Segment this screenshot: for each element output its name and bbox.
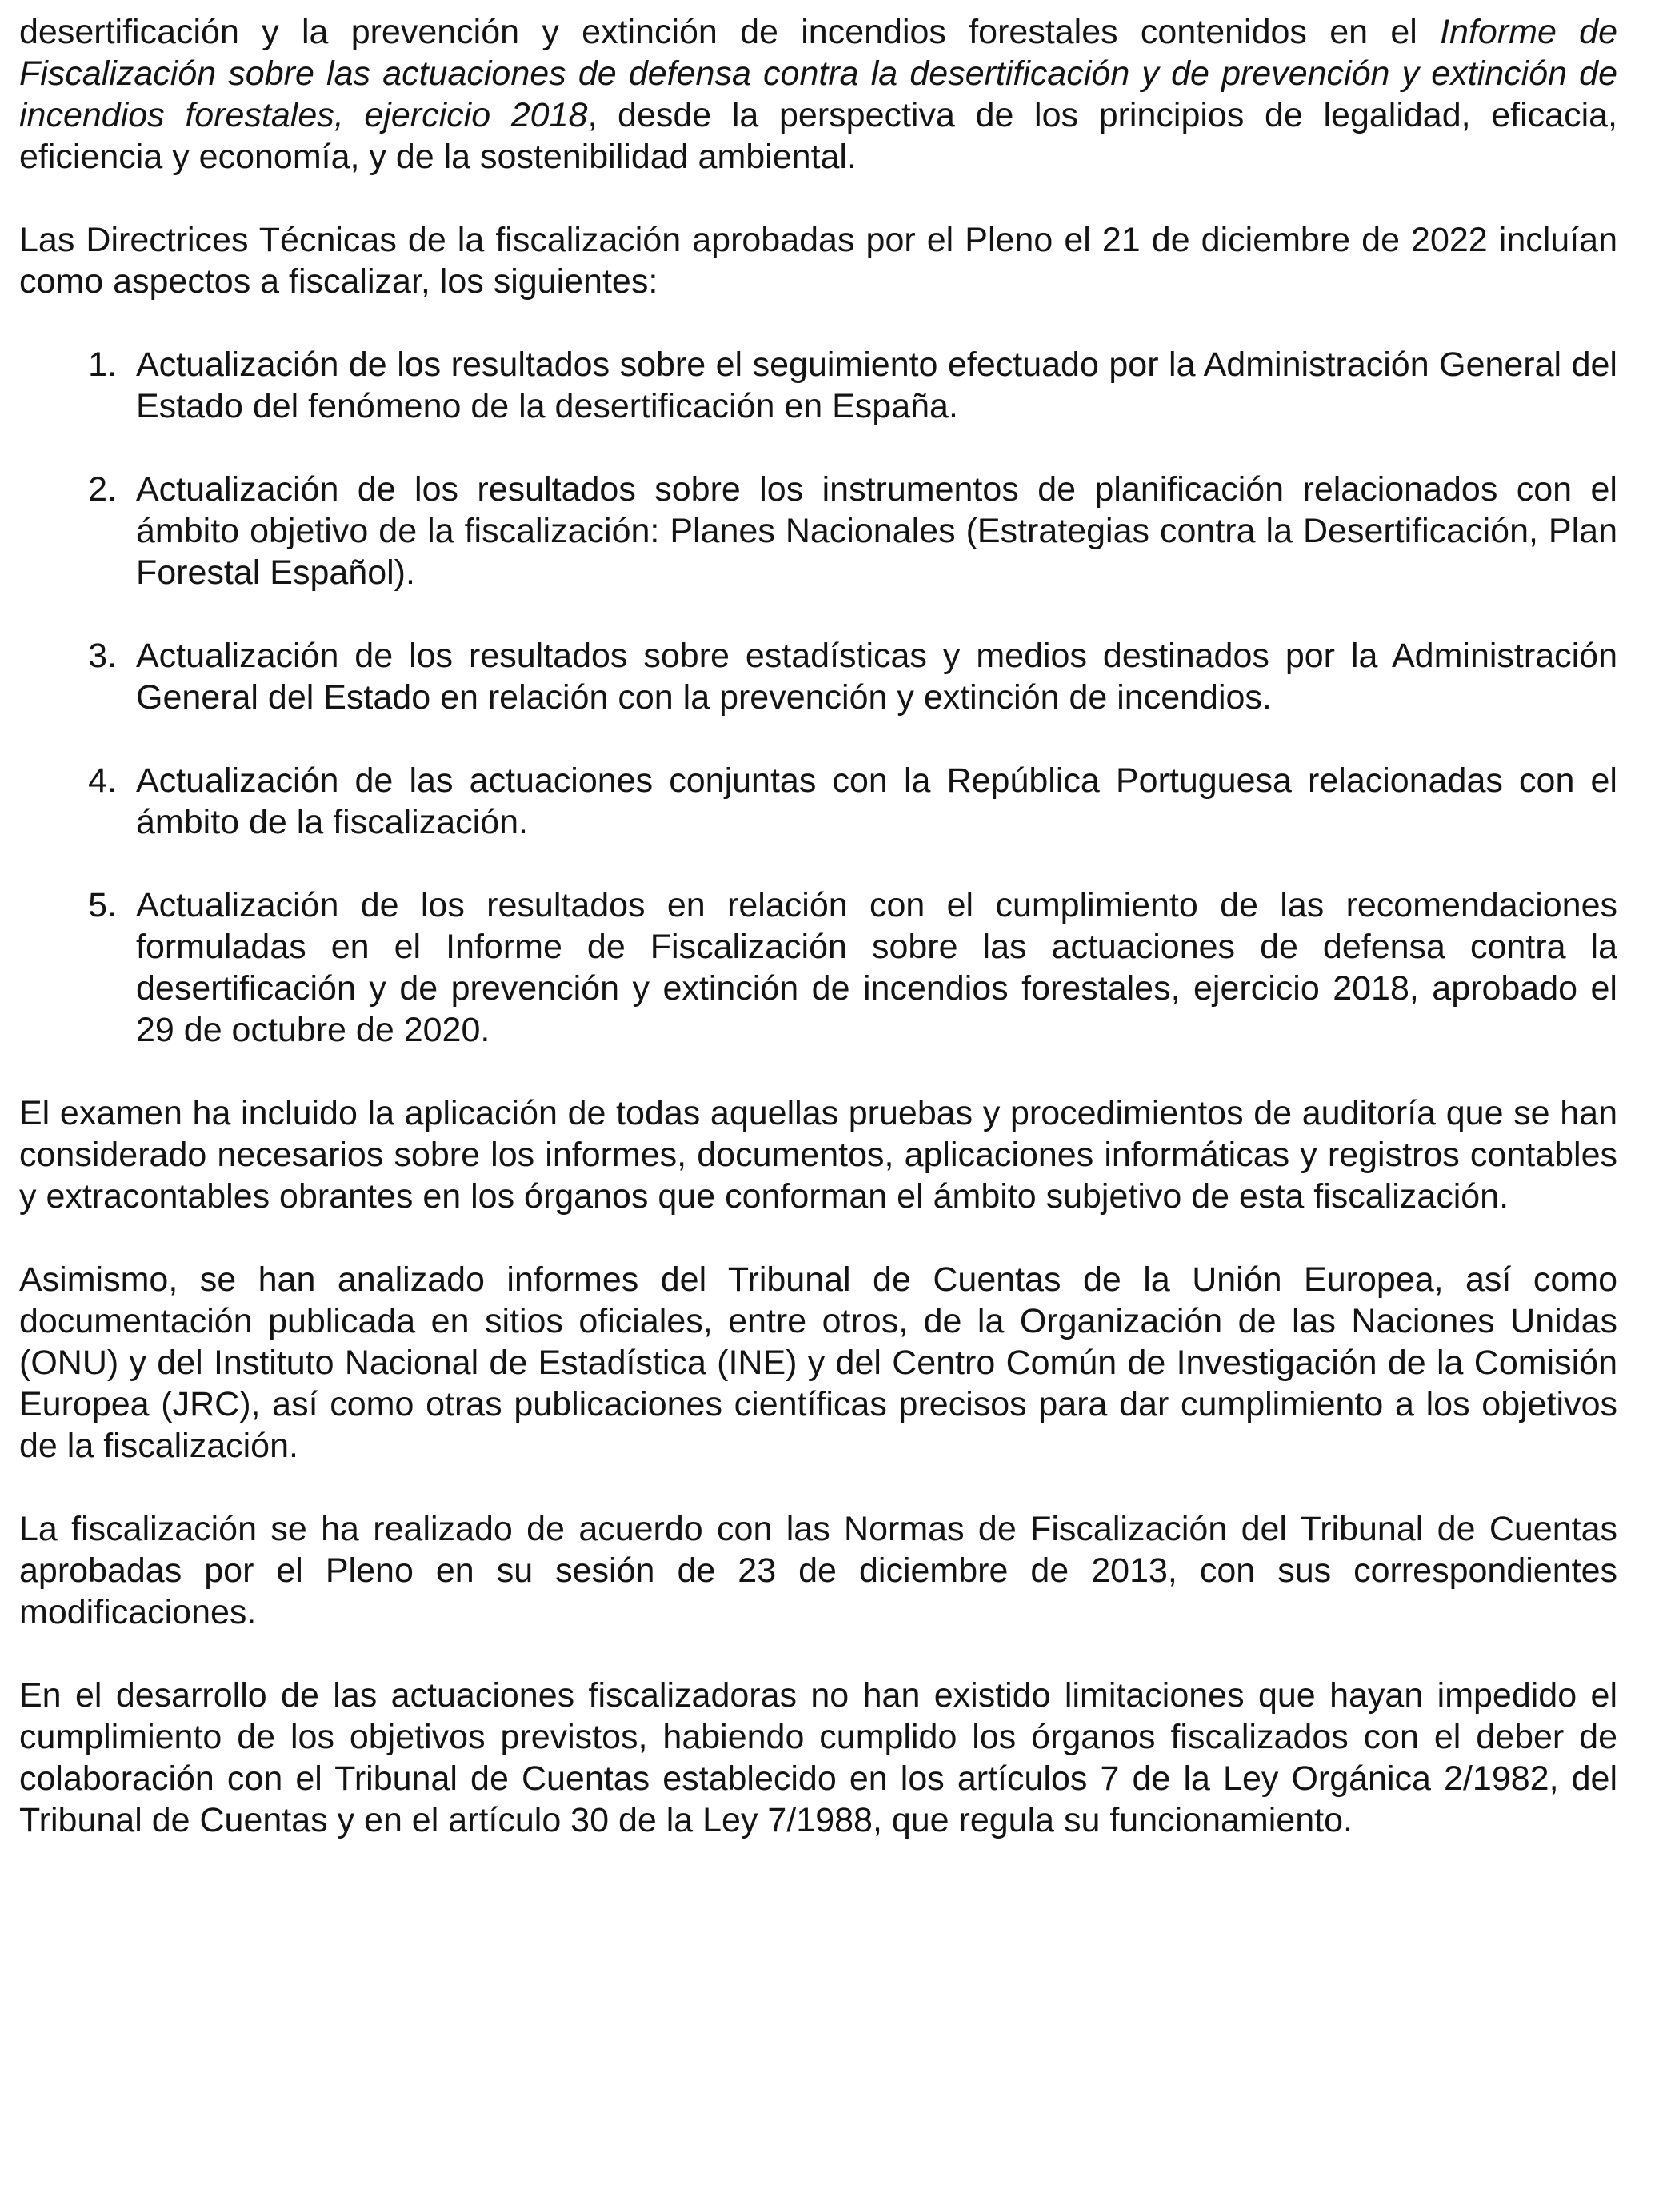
report-title: Informe de Fiscalización sobre las actuaciones de defensa contra la desertificación y de prevención y extinción de incendios forestales, ejercicio 2018 <box>19 13 1617 134</box>
asimismo-paragraph: Asimismo, se han analizado informes del Tribunal de Cuentas de la Unión Europea, así como documentación publicada en sitios oficiales, entre otros, de la Organización de las Naciones Unidas (ONU) y del Instituto Nacional de Estadística (INE) y del Centro Común de Investigación de la Comisión Europea (JRC), así como otras publicaciones científicas precisos para dar cumplimiento a los objetivos de la fiscalización. <box>19 1260 1617 1465</box>
list-item-number: 3. <box>88 637 117 675</box>
aspects-list <box>19 344 1617 1051</box>
list-item-number: 4. <box>88 761 117 800</box>
list-item-text: Actualización de las actuaciones conjuntas con la República Portuguesa relacionadas con el ámbito de la fiscalización. <box>136 761 1617 841</box>
list-item-text: Actualización de los resultados sobre el seguimiento efectuado por la Administración General del Estado del fenómeno de la desertificación en España. <box>136 345 1617 425</box>
list-item <box>19 635 1617 718</box>
intro-paragraph <box>19 11 1617 178</box>
desarrollo-paragraph: En el desarrollo de las actuaciones fiscalizadoras no han existido limitaciones que hayan impedido el cumplimiento de los objetivos previstos, habiendo cumplido los órganos fiscalizados con el deber de colaboración con el Tribunal de Cuentas establecido en los artículos 7 de la Ley Orgánica 2/1982, del Tribunal de Cuentas y en el artículo 30 de la Ley 7/1988, que regula su funcionamiento. <box>19 1676 1617 1839</box>
directrices-paragraph: Las Directrices Técnicas de la fiscalización aprobadas por el Pleno el 21 de diciembre de 2022 incluían como aspectos a fiscalizar, los siguientes: <box>19 221 1617 301</box>
list-item-number: 5. <box>88 886 117 924</box>
list-item <box>19 760 1617 843</box>
list-item-number: 2. <box>88 470 117 509</box>
intro-text-start: desertificación y la prevención y extinción de incendios forestales contenidos en el <box>19 13 1441 51</box>
list-item <box>19 884 1617 1051</box>
list-item-text: Actualización de los resultados en relación con el cumplimiento de las recomendaciones formuladas en el Informe de Fiscalización sobre las actuaciones de defensa contra la desertificación y de prevención y extinción de incendios forestales, ejercicio 2018, aprobado el 29 de octubre de 2020. <box>136 886 1617 1049</box>
document-page <box>19 11 1617 1841</box>
list-item <box>19 469 1617 593</box>
list-item-number: 1. <box>88 345 117 384</box>
list-item-text: Actualización de los resultados sobre estadísticas y medios destinados por la Administración General del Estado en relación con la prevención y extinción de incendios. <box>136 637 1617 717</box>
intro-text-end: , desde la perspectiva de los principios de legalidad, eficacia, eficiencia y economía, y de la sostenibilidad ambiental. <box>19 96 1617 176</box>
list-item-text: Actualización de los resultados sobre los instrumentos de planificación relacionados con el ámbito objetivo de la fiscalización: Planes Nacionales (Estrategias contra la Desertificación, Plan Forestal Español). <box>136 470 1617 592</box>
normas-paragraph: La fiscalización se ha realizado de acuerdo con las Normas de Fiscalización del Tribunal de Cuentas aprobadas por el Pleno en su sesión de 23 de diciembre de 2013, con sus correspondientes modificaciones. <box>19 1510 1617 1631</box>
examen-paragraph: El examen ha incluido la aplicación de todas aquellas pruebas y procedimientos de auditoría que se han considerado necesarios sobre los informes, documentos, aplicaciones informáticas y registros contables y extracontables obrantes en los órganos que conforman el ámbito subjetivo de esta fiscalización. <box>19 1094 1617 1216</box>
list-item <box>19 344 1617 427</box>
